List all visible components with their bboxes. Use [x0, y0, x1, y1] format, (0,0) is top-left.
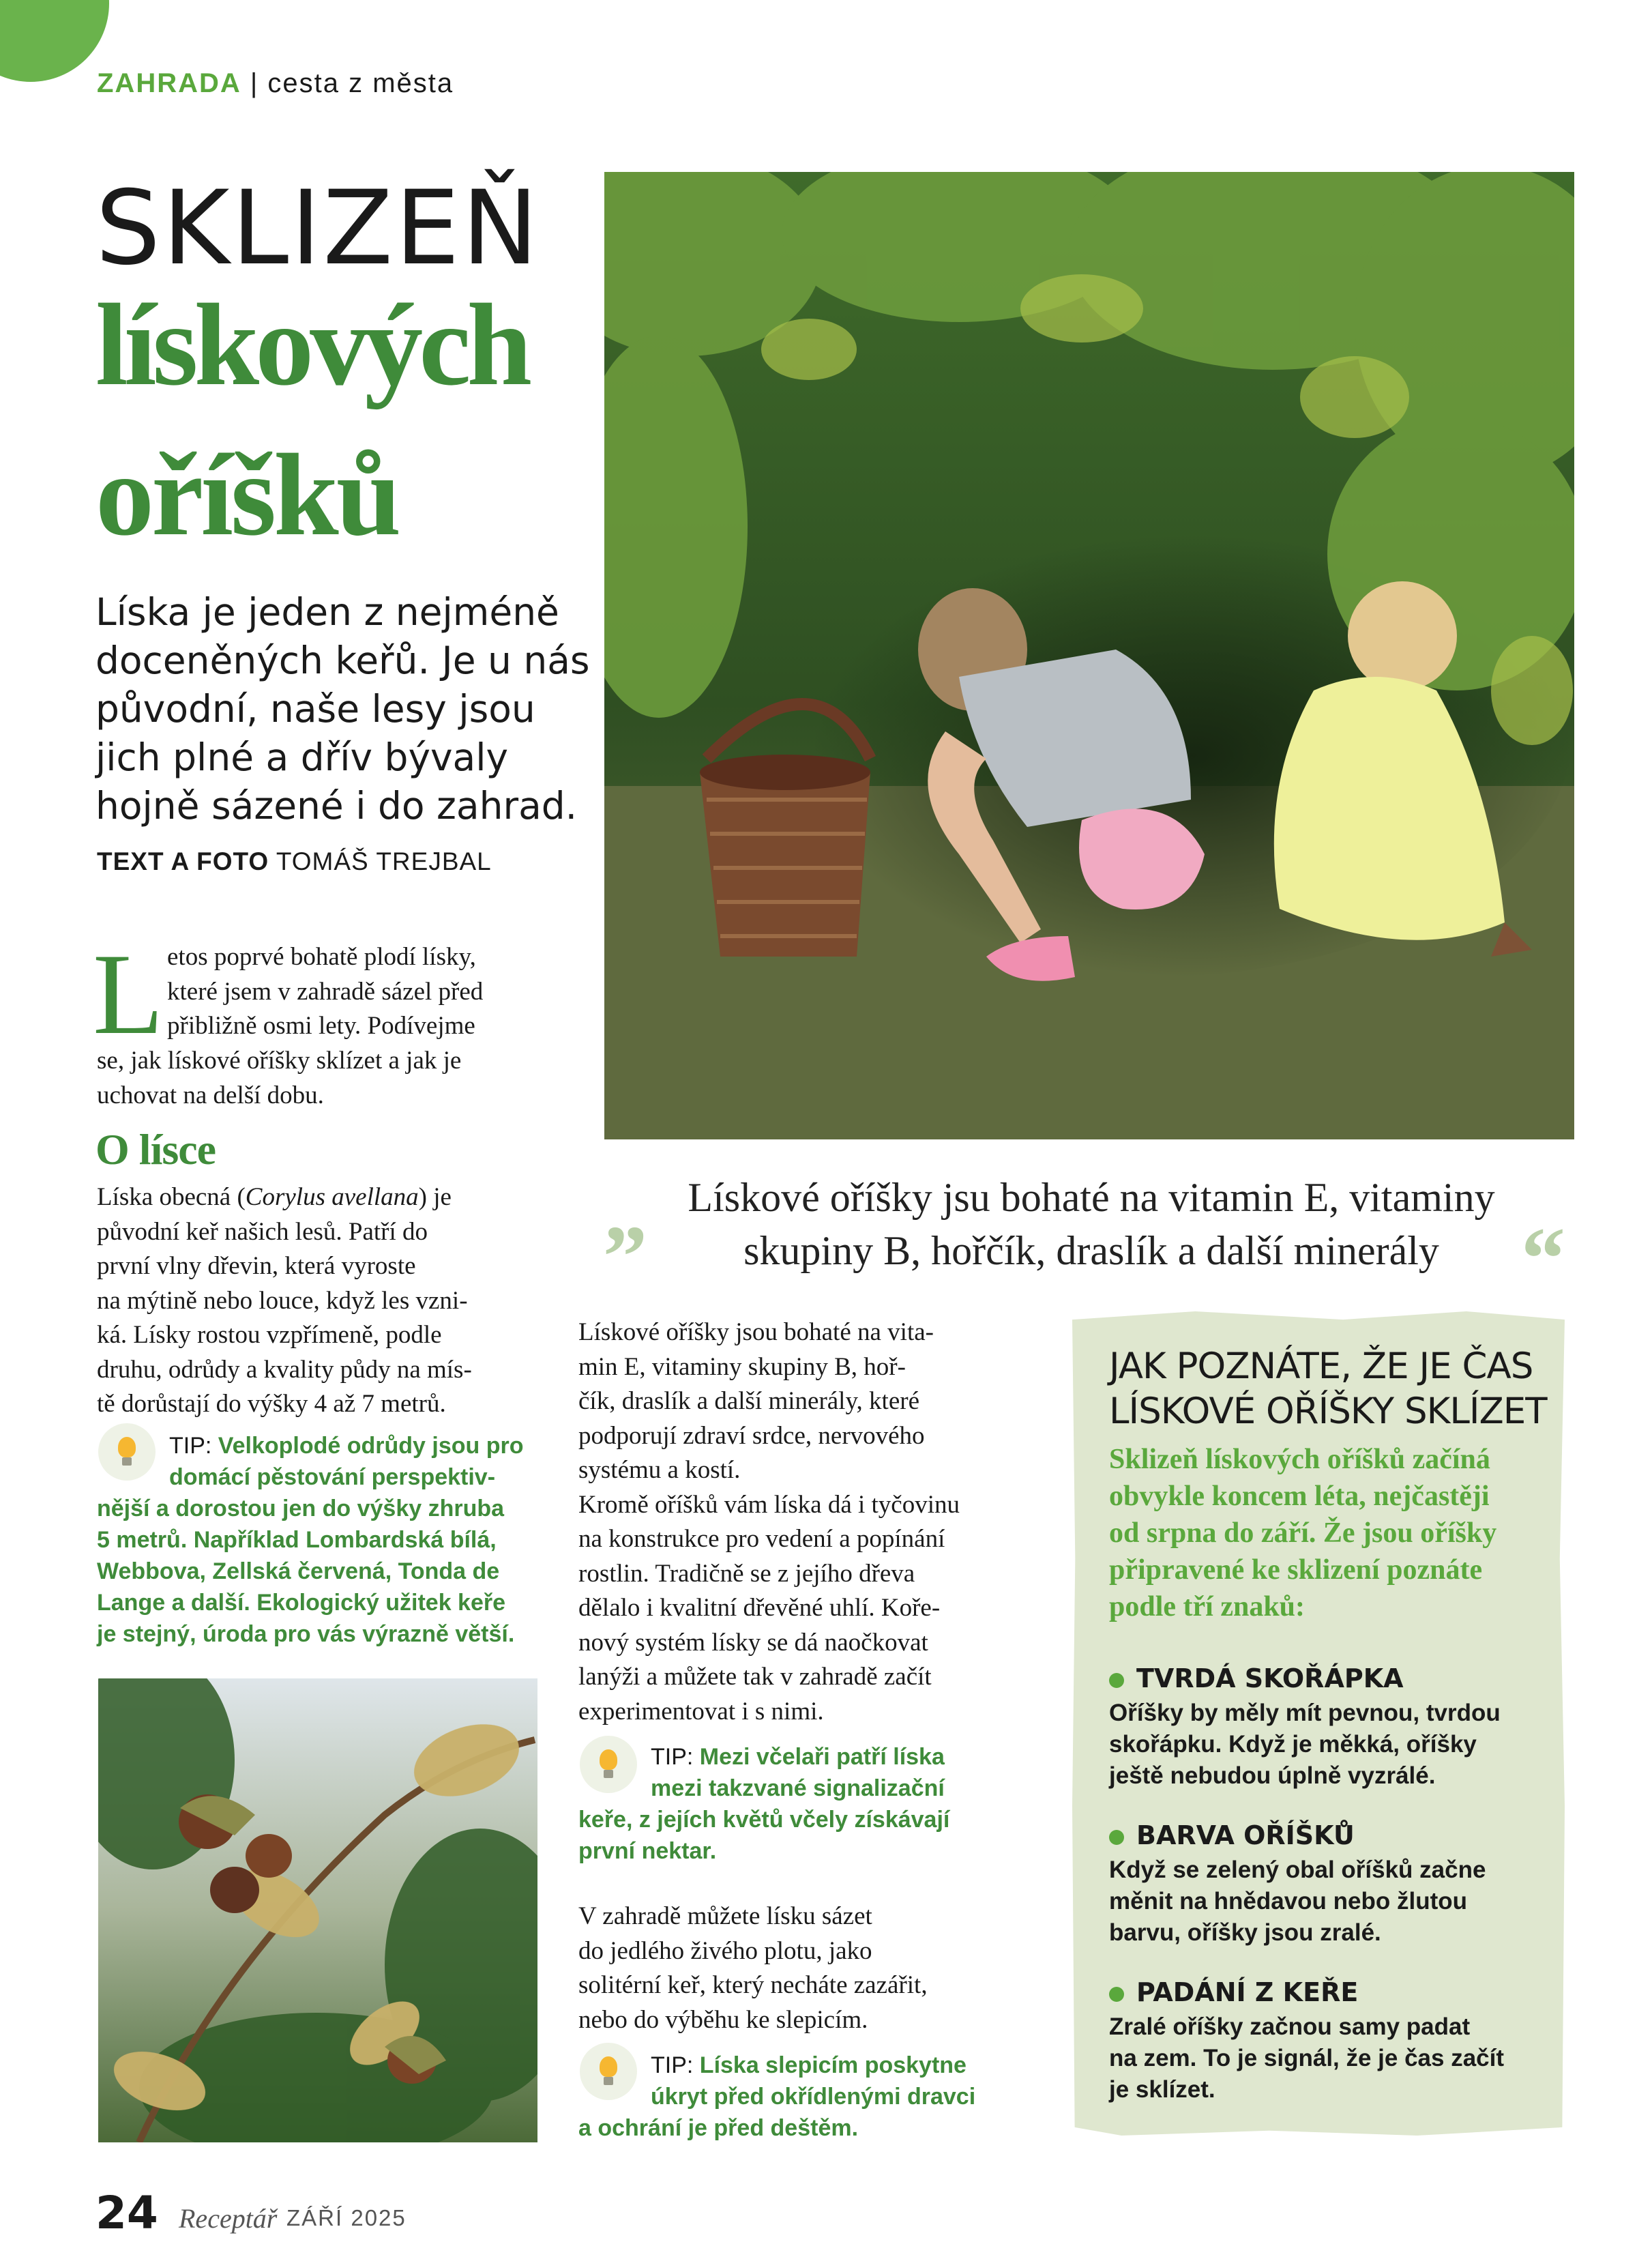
- intro-line: etos poprvé bohatě plodí lísky,: [167, 943, 476, 971]
- drop-cap: L: [93, 930, 164, 1058]
- section-line: na mýtině nebo louce, když les vzni-: [97, 1286, 468, 1315]
- body-line: experimentovat i s nimi.: [578, 1697, 824, 1725]
- tip-1-indented: [169, 1430, 551, 1493]
- box-item-text: [1109, 1698, 1546, 1792]
- tip-line: mezi takzvané signalizační: [651, 1775, 945, 1801]
- box-item-line: Oříšky by měly mít pevnou, tvrdou: [1109, 1700, 1501, 1726]
- page-number: 24: [95, 2187, 158, 2239]
- byline-label: TEXT A FOTO: [97, 847, 269, 875]
- section-line: druhu, odrůdy a kvality půdy na mís-: [97, 1355, 472, 1384]
- body-line: rostlin. Tradičně se z jejího dřeva: [578, 1559, 915, 1588]
- section-line: první vlny dřevin, která vyroste: [97, 1252, 416, 1280]
- tip-2: [578, 1804, 1042, 1867]
- intro-paragraph: [97, 1044, 547, 1113]
- box-intro-line: od srpna do září. Že jsou oříšky: [1109, 1517, 1497, 1549]
- tip-3: [578, 2112, 1042, 2144]
- title-line-3: oříšků: [95, 431, 399, 560]
- body-line: lanýži a můžete tak v zahradě začít: [578, 1663, 932, 1691]
- tip-text: Velkoplodé odrůdy jsou pro: [218, 1433, 524, 1459]
- box-item-heading-text: BARVA OŘÍŠKŮ: [1136, 1820, 1355, 1850]
- lead-line: Líska je jeden z nejméně: [95, 590, 559, 634]
- tip-label: TIP:: [651, 2052, 694, 2078]
- box-item-line: Zralé oříšky začnou samy padat: [1109, 2013, 1471, 2040]
- intro-line: uchovat na delší dobu.: [97, 1081, 324, 1109]
- section-line: tě dorůstají do výšky 4 až 7 metrů.: [97, 1390, 446, 1418]
- body-line: nebo do výběhu ke slepicím.: [578, 2005, 868, 2034]
- box-item-line: měnit na hnědavou nebo žlutou: [1109, 1888, 1467, 1914]
- box-item-heading: [1109, 1977, 1358, 2007]
- lead-paragraph: [95, 588, 600, 830]
- section-line: Líska obecná (Corylus avellana) je: [97, 1183, 452, 1211]
- lightbulb-icon: [580, 1736, 637, 1793]
- byline: [97, 847, 492, 876]
- box-item-heading-text: PADÁNÍ Z KEŘE: [1136, 1977, 1359, 2007]
- box-intro-line: připravené ke sklizení poznáte: [1109, 1554, 1483, 1586]
- section-paragraph: [97, 1180, 547, 1422]
- box-item-text: [1109, 1854, 1546, 1949]
- quote-line: skupiny B, hořčík, draslík a další minerály: [743, 1228, 1439, 1273]
- column-2b-paragraph: [578, 1899, 1042, 2037]
- box-item-line: na zem. To je signál, že je čas začít: [1109, 2045, 1505, 2071]
- box-item-heading: [1109, 1820, 1355, 1850]
- body-line: Lískové oříšky jsou bohaté na vita-: [578, 1318, 934, 1346]
- box-item-line: skořápku. Když je měkká, oříšky: [1109, 1731, 1477, 1758]
- tip-text: Mezi včelaři patří líska: [699, 1744, 945, 1770]
- tip-label: TIP:: [651, 1744, 694, 1770]
- issue-date: ZÁŘÍ 2025: [286, 2205, 407, 2230]
- pull-quote: [648, 1171, 1535, 1277]
- column-2-paragraph: [578, 1315, 1042, 1729]
- lightbulb-icon: [580, 2043, 637, 2100]
- tip-3-indented: [651, 2050, 1033, 2112]
- body-line: V zahradě můžete lísku sázet: [578, 1902, 872, 1930]
- info-box-intro: [1109, 1441, 1546, 1625]
- corner-accent: [0, 0, 109, 82]
- lead-line: hojně sázené i do zahrad.: [95, 784, 578, 828]
- box-title-line: JAK POZNÁTE, ŽE JE ČAS: [1109, 1345, 1533, 1387]
- box-item-heading-text: TVRDÁ SKOŘÁPKA: [1136, 1663, 1404, 1693]
- byline-author: TOMÁŠ TREJBAL: [276, 847, 492, 875]
- tip-1: [97, 1493, 561, 1650]
- tip-line: [651, 1741, 1033, 1773]
- bullet-dot-icon: [1109, 1987, 1124, 2002]
- tip-line: keře, z jejích květů včely získávají: [578, 1807, 950, 1833]
- title-line-1: SKLIZEŇ: [95, 169, 541, 288]
- intro-line: přibližně osmi lety. Podívejme: [167, 1012, 475, 1040]
- body-line: do jedlého živého plotu, jako: [578, 1936, 872, 1965]
- tip-line: [651, 2050, 1033, 2081]
- body-line: solitérní keř, který necháte zazářit,: [578, 1971, 928, 1999]
- tip-label: TIP:: [169, 1433, 212, 1459]
- section-heading: O lísce: [95, 1125, 216, 1174]
- body-line: dělalo i kvalitní dřevěné uhlí. Koře-: [578, 1594, 941, 1622]
- box-intro-line: podle tří znaků:: [1109, 1591, 1306, 1622]
- magazine-name: Receptář: [179, 2203, 278, 2234]
- photo-illustration: [604, 172, 1574, 1139]
- section-label: ZAHRADA: [97, 68, 241, 98]
- tip-2-indented: [651, 1741, 1033, 1804]
- tip-line: první nektar.: [578, 1838, 717, 1864]
- box-item-heading: [1109, 1663, 1404, 1693]
- body-line: podporují zdraví srdce, nervového: [578, 1421, 925, 1450]
- tip-line: úkryt před okřídlenými dravci: [651, 2084, 976, 2110]
- quote-line: Lískové oříšky jsu bohaté na vitamin E, vitaminy: [688, 1175, 1495, 1220]
- intro-line: které jsem v zahradě sázel před: [167, 977, 484, 1006]
- box-title-line: LÍSKOVÉ OŘÍŠKY SKLÍZET: [1109, 1390, 1547, 1432]
- body-line: Kromě oříšků vám líska dá i tyčovinu: [578, 1490, 960, 1519]
- section-header: [97, 68, 454, 99]
- photo-illustration: [98, 1678, 537, 2142]
- intro-line: se, jak lískové oříšky sklízet a jak je: [97, 1047, 462, 1075]
- lead-line: původní, naše lesy jsou: [95, 687, 535, 731]
- body-line: min E, vitaminy skupiny B, hoř-: [578, 1352, 906, 1381]
- lightbulb-icon: [98, 1423, 156, 1481]
- tip-line: [169, 1430, 551, 1461]
- section-line: ká. Lísky rostou vzpřímeně, podle: [97, 1321, 442, 1349]
- body-line: čík, draslík a další minerály, které: [578, 1387, 920, 1415]
- subsection-label: cesta z města: [267, 68, 454, 98]
- box-item-line: je sklízet.: [1109, 2076, 1215, 2103]
- photo-hazelnuts-on-branch: [98, 1678, 537, 2142]
- body-line: nový systém lísky se dá naočkovat: [578, 1628, 928, 1657]
- bullet-dot-icon: [1109, 1673, 1124, 1688]
- tip-line: je stejný, úroda pro vás výrazně větší.: [97, 1621, 515, 1647]
- tip-line: domácí pěstování perspektiv-: [169, 1464, 496, 1490]
- section-line: původní keř našich lesů. Patří do: [97, 1217, 428, 1246]
- tip-line: nější a dorostou jen do výšky zhruba: [97, 1496, 505, 1521]
- lead-line: doceněných keřů. Je u nás: [95, 639, 590, 682]
- quote-close-icon: “: [1521, 1210, 1565, 1308]
- box-item-line: ještě nebudou úplně vyzrálé.: [1109, 1762, 1436, 1789]
- box-item-line: Když se zelený obal oříšků začne: [1109, 1856, 1486, 1883]
- tip-line: Lange a další. Ekologický užitek keře: [97, 1590, 506, 1616]
- title-line-2: lískových: [95, 280, 529, 410]
- box-item-text: [1109, 2011, 1546, 2106]
- tip-line: Webbova, Zellská červená, Tonda de: [97, 1558, 500, 1584]
- quote-open-icon: „: [604, 1162, 648, 1260]
- tip-line: a ochrání je před deštěm.: [578, 2115, 859, 2141]
- lead-line: jich plné a dřív bývaly: [95, 736, 509, 779]
- box-intro-line: Sklizeň lískových oříšků začíná: [1109, 1444, 1490, 1475]
- box-intro-line: obvykle koncem léta, nejčastěji: [1109, 1481, 1490, 1512]
- intro-indented: [167, 940, 549, 1044]
- body-line: systému a kostí.: [578, 1456, 741, 1484]
- body-line: na konstrukce pro vedení a popínání: [578, 1525, 945, 1553]
- info-box-title: [1109, 1344, 1552, 1434]
- bullet-dot-icon: [1109, 1830, 1124, 1845]
- tip-line: 5 metrů. Například Lombardská bílá,: [97, 1527, 497, 1553]
- box-item-line: barvu, oříšky jsou zralé.: [1109, 1919, 1381, 1946]
- photo-children-collecting-hazelnuts: [604, 172, 1574, 1139]
- section-separator: |: [250, 68, 259, 98]
- tip-text: Líska slepicím poskytne: [699, 2052, 967, 2078]
